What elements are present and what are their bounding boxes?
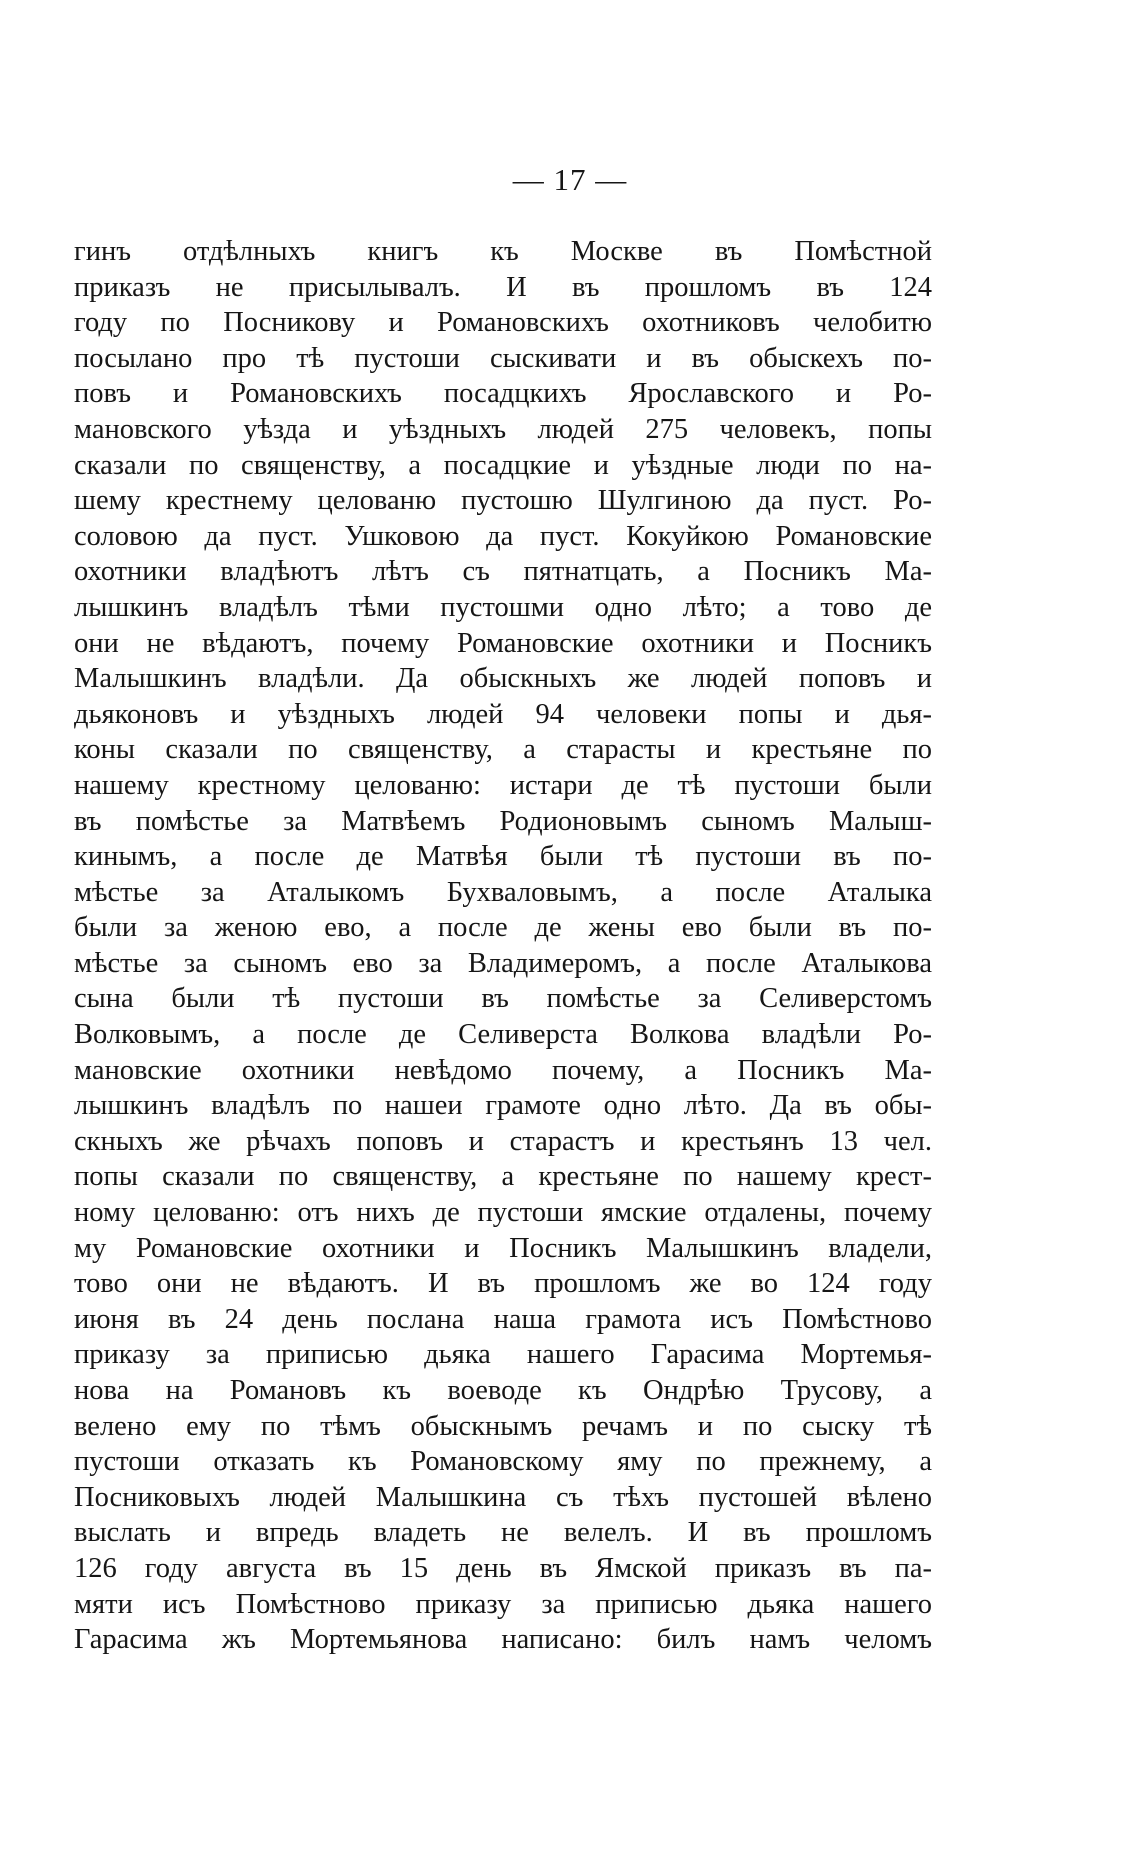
- text-line: ному целованю: отъ нихъ де пустоши ямские отдалены, почему: [74, 1197, 932, 1229]
- text-line: велено ему по тѣмъ обыскнымъ речамъ и по сыску тѣ: [74, 1410, 932, 1442]
- text-line: приказъ не присылывалъ. И въ прошломъ въ 124: [74, 271, 932, 303]
- text-line: мановские охотники невѣдомо почему, а Посникъ Ма-: [74, 1054, 932, 1086]
- text-line: кинымъ, а после де Матвѣя были тѣ пустоши въ по-: [74, 841, 932, 873]
- text-line: охотники владѣютъ лѣтъ съ пятнатцать, а Посникъ Ма-: [74, 556, 932, 588]
- text-line: попы сказали по священству, а крестьяне по нашему крест-: [74, 1161, 932, 1193]
- text-line: нашему крестному целованю: истари де тѣ пустоши были: [74, 769, 932, 801]
- text-line: дьяконовъ и уѣздныхъ людей 94 человеки попы и дья-: [74, 698, 932, 730]
- text-line: выслать и впредь владеть не велелъ. И въ прошломъ: [74, 1517, 932, 1549]
- text-line: сказали по священству, а посадцкие и уѣздные люди по на-: [74, 449, 932, 481]
- text-line: мѣстье за сыномъ ево за Владимеромъ, а после Аталыкова: [74, 947, 932, 979]
- text-line: были за женою ево, а после де жены ево были въ по-: [74, 912, 932, 944]
- text-line: июня въ 24 день послана наша грамота исъ Помѣстново: [74, 1303, 932, 1335]
- text-line: Гарасима жъ Мортемьянова написано: билъ намъ челомъ: [74, 1624, 932, 1656]
- text-line: пустоши отказать къ Романовскому яму по прежнему, а: [74, 1446, 932, 1478]
- text-line: тово они не вѣдаютъ. И въ прошломъ же во 124 году: [74, 1268, 932, 1300]
- text-line: 126 году августа въ 15 день въ Ямской приказъ въ па-: [74, 1552, 932, 1584]
- text-line: му Романовские охотники и Посникъ Малышкинъ владели,: [74, 1232, 932, 1264]
- text-line: шему крестнему целованю пустошю Шулгиною да пуст. Ро-: [74, 485, 932, 517]
- text-line: повъ и Романовскихъ посадцкихъ Ярославского и Ро-: [74, 378, 932, 410]
- text-line: посылано про тѣ пустоши сыскивати и въ обыскехъ по-: [74, 342, 932, 374]
- text-line: лышкинъ владѣлъ по нашеи грамоте одно лѣто. Да въ обы-: [74, 1090, 932, 1122]
- text-line: сына были тѣ пустоши въ помѣстье за Селиверстомъ: [74, 983, 932, 1015]
- text-line: въ помѣстье за Матвѣемъ Родионовымъ сыномъ Малыш-: [74, 805, 932, 837]
- text-line: Посниковыхъ людей Малышкина съ тѣхъ пустошей вѣлено: [74, 1481, 932, 1513]
- text-line: году по Посникову и Романовскихъ охотниковъ челобитю: [74, 307, 932, 339]
- text-line: мѣстье за Аталыкомъ Бухваловымъ, а после Аталыка: [74, 876, 932, 908]
- text-line: Малышкинъ владѣли. Да обыскныхъ же людей поповъ и: [74, 663, 932, 695]
- text-line: скныхъ же рѣчахъ поповъ и старастъ и крестьянъ 13 чел.: [74, 1125, 932, 1157]
- text-line: коны сказали по священству, а старасты и крестьяне по: [74, 734, 932, 766]
- text-line: мяти исъ Помѣстново приказу за приписью дьяка нашего: [74, 1588, 932, 1620]
- text-line: гинъ отдѣлныхъ книгъ къ Москве въ Помѣстной: [74, 236, 932, 267]
- text-line: Волковымъ, а после де Селиверста Волкова владѣли Ро-: [74, 1019, 932, 1051]
- page-number: — 17 —: [512, 162, 628, 197]
- text-line: лышкинъ владѣлъ тѣми пустошми одно лѣто; а тово де: [74, 591, 932, 623]
- text-line: приказу за приписью дьяка нашего Гарасима Мортемья-: [74, 1339, 932, 1371]
- text-line: мановского уѣзда и уѣздныхъ людей 275 человекъ, попы: [74, 413, 932, 445]
- text-line: нова на Романовъ къ воеводе къ Ондрѣю Трусову, а: [74, 1375, 932, 1406]
- text-line: соловою да пуст. Ушковою да пуст. Кокуйкою Романовские: [74, 520, 932, 552]
- text-line: они не вѣдаютъ, почему Романовские охотники и Посникъ: [74, 627, 932, 659]
- body-text: [74, 234, 932, 1658]
